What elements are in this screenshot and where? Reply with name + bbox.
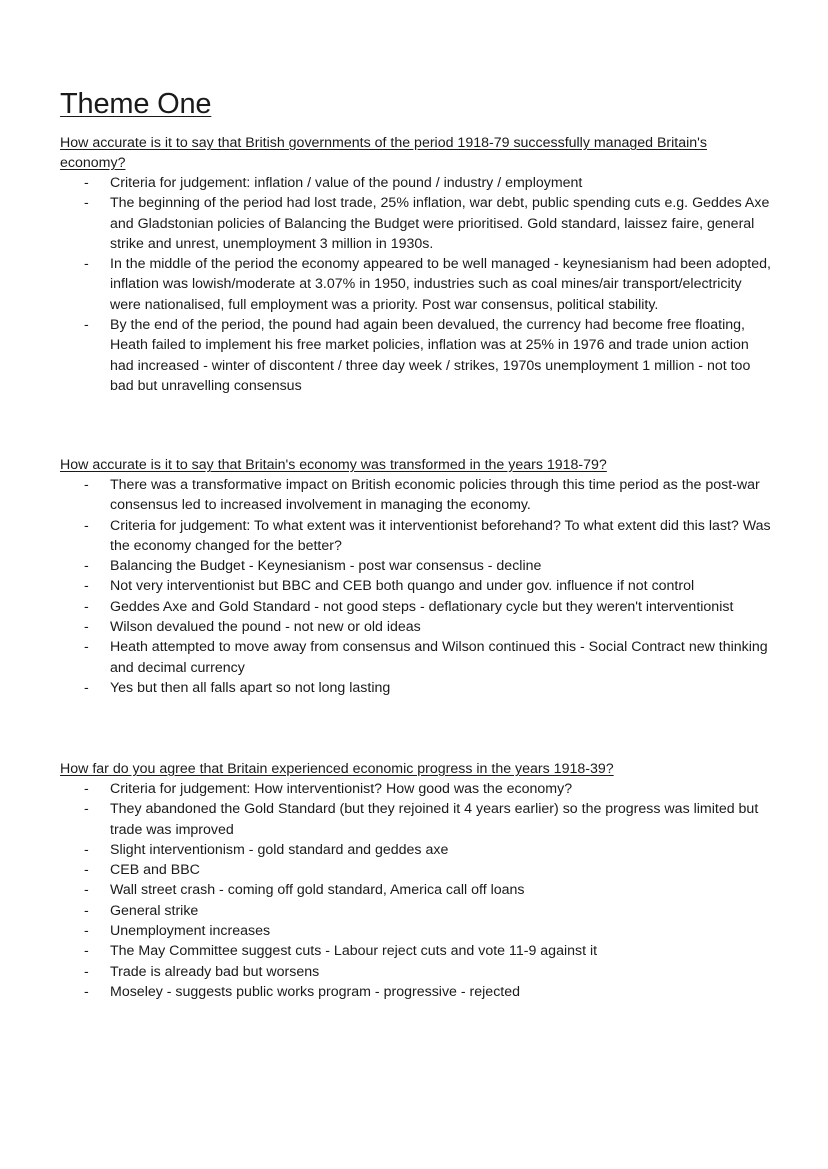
bullet-item	[60, 475, 772, 516]
bullet-item	[60, 597, 772, 617]
bullet-item	[60, 860, 772, 880]
bullet-item	[60, 921, 772, 941]
bullet-item	[60, 173, 772, 193]
bullet-text: Unemployment increases	[110, 923, 271, 940]
bullet-text: Yes but then all falls apart so not long lasting	[110, 679, 391, 696]
bullet-text: The beginning of the period had lost trade, 25% inflation, war debt, public spending cuts e.g. Geddes Axe and Gladstonian policies of Balancing the Budget were prioritised. Gold standard, laissez faire, general strike and unrest, unemployment 3 million in 1930s.	[110, 195, 770, 252]
bullet-item	[60, 576, 772, 596]
bullet-item	[60, 880, 772, 900]
dash-bullet-icon: -	[84, 781, 89, 797]
bullet-list	[60, 475, 772, 698]
bullet-list	[60, 173, 772, 396]
bullet-text: They abandoned the Gold Standard (but they rejoined it 4 years earlier) so the progress was limited but trade was improved	[110, 801, 759, 838]
bullet-text: Heath attempted to move away from consensus and Wilson continued this - Social Contract new thinking and decimal currency	[110, 639, 768, 676]
bullet-item	[60, 254, 772, 315]
dash-bullet-icon: -	[84, 195, 89, 212]
bullet-list	[60, 779, 772, 1002]
dash-bullet-icon: -	[84, 578, 89, 595]
essay-question: How accurate is it to say that Britain's economy was transformed in the years 1918-79?	[60, 457, 607, 473]
dash-bullet-icon: -	[84, 317, 89, 334]
bullet-text: Wilson devalued the pound - not new or old ideas	[110, 619, 421, 636]
bullet-item	[60, 637, 772, 678]
bullet-item	[60, 678, 772, 698]
dash-bullet-icon: -	[84, 558, 89, 575]
bullet-text: In the middle of the period the economy appeared to be well managed - keynesianism had been adopted, inflation was lowish/moderate at 3.07% in 1950, industries such as coal mines/air transport/electricity were nationalised, full employment was a priority. Post war consensus, political stability.	[110, 256, 771, 313]
bullet-item	[60, 901, 772, 921]
dash-bullet-icon: -	[84, 256, 89, 273]
essay-question-section	[60, 759, 772, 1002]
dash-bullet-icon: -	[84, 801, 89, 818]
page-title: Theme One	[60, 88, 212, 120]
essay-question-section	[60, 455, 772, 698]
bullet-item	[60, 516, 772, 557]
bullet-text: There was a transformative impact on British economic policies through this time period as the post-war consensus led to increased involvement in managing the economy.	[110, 477, 760, 514]
essay-question: How accurate is it to say that British governments of the period 1918-79 successfully managed Britain's economy?	[60, 135, 707, 171]
bullet-text: Moseley - suggests public works program - progressive - rejected	[110, 983, 521, 1000]
dash-bullet-icon: -	[84, 679, 89, 696]
dash-bullet-icon: -	[84, 882, 89, 899]
dash-bullet-icon: -	[84, 841, 89, 858]
dash-bullet-icon: -	[84, 477, 89, 493]
bullet-text: CEB and BBC	[110, 862, 200, 879]
bullet-item	[60, 941, 772, 961]
bullet-text: Criteria for judgement: How interventionist? How good was the economy?	[110, 781, 573, 797]
bullet-text: Slight interventionism - gold standard and geddes axe	[110, 841, 449, 858]
bullet-item	[60, 556, 772, 576]
dash-bullet-icon: -	[84, 517, 89, 534]
bullet-text: General strike	[110, 902, 199, 919]
essay-question: How far do you agree that Britain experienced economic progress in the years 1918-39?	[60, 761, 614, 777]
bullet-item	[60, 193, 772, 254]
dash-bullet-icon: -	[84, 902, 89, 919]
essay-question-section	[60, 133, 772, 396]
bullet-item	[60, 799, 772, 840]
dash-bullet-icon: -	[84, 175, 89, 191]
bullet-text: The May Committee suggest cuts - Labour reject cuts and vote 11-9 against it	[110, 943, 598, 960]
bullet-text: Geddes Axe and Gold Standard - not good steps - deflationary cycle but they weren't interventionist	[110, 598, 734, 615]
bullet-text: Criteria for judgement: inflation / value of the pound / industry / employment	[110, 175, 583, 191]
bullet-text: Balancing the Budget - Keynesianism - post war consensus - decline	[110, 558, 542, 575]
bullet-item	[60, 779, 772, 799]
bullet-item	[60, 315, 772, 396]
bullet-item	[60, 962, 772, 982]
dash-bullet-icon: -	[84, 963, 89, 980]
dash-bullet-icon: -	[84, 598, 89, 615]
bullet-item	[60, 617, 772, 637]
dash-bullet-icon: -	[84, 862, 89, 879]
bullet-text: Not very interventionist but BBC and CEB both quango and under gov. influence if not control	[110, 578, 695, 595]
dash-bullet-icon: -	[84, 983, 89, 1000]
bullet-item	[60, 982, 772, 1002]
bullet-text: By the end of the period, the pound had again been devalued, the currency had become free floating, Heath failed to implement his free market policies, inflation was at 25% in 1976 and trade union action had increased - winter of discontent / three day week / strikes, 1970s unemployment 1 million - not too bad but unravelling consensus	[110, 317, 751, 394]
dash-bullet-icon: -	[84, 639, 89, 656]
bullet-item	[60, 840, 772, 860]
bullet-text: Criteria for judgement: To what extent was it interventionist beforehand? To what extent did this last? Was the economy changed for the better?	[110, 517, 771, 554]
dash-bullet-icon: -	[84, 943, 89, 960]
bullet-text: Wall street crash - coming off gold standard, America call off loans	[110, 882, 525, 899]
bullet-text: Trade is already bad but worsens	[110, 963, 320, 980]
dash-bullet-icon: -	[84, 619, 89, 636]
dash-bullet-icon: -	[84, 923, 89, 940]
